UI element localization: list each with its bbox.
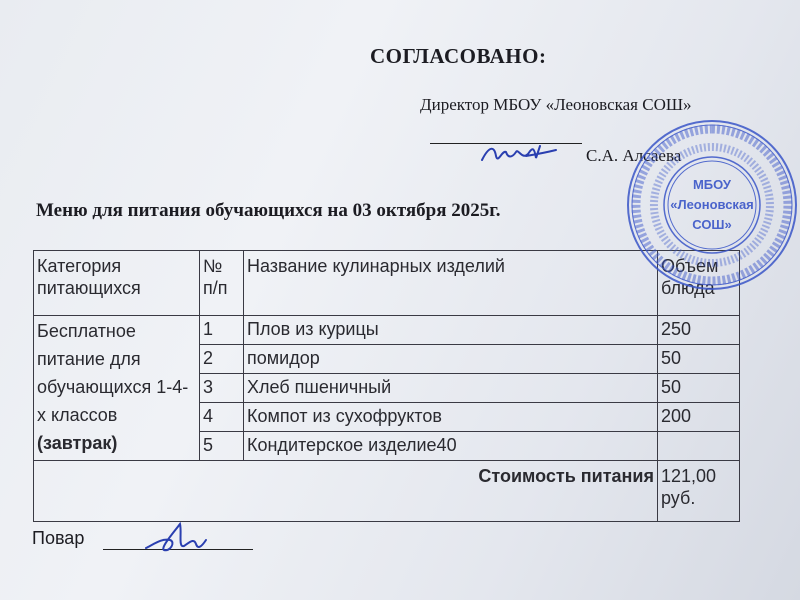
item-volume: 200 [658, 403, 740, 432]
column-header: Название кулинарных изделий [244, 251, 658, 316]
column-header: Объем блюда [658, 251, 740, 316]
cost-label: Стоимость питания [34, 461, 658, 522]
item-volume: 50 [658, 345, 740, 374]
item-volume [658, 432, 740, 461]
item-name: помидор [244, 345, 658, 374]
director-signature [478, 138, 558, 172]
item-number: 4 [200, 403, 244, 432]
school-stamp [624, 117, 800, 293]
item-number: 1 [200, 316, 244, 345]
category-cell [34, 316, 200, 461]
item-name: Компот из сухофруктов [244, 403, 658, 432]
cost-value: 121,00 руб. [658, 461, 740, 522]
stamp-line: СОШ» [692, 217, 732, 232]
item-name: Плов из курицы [244, 316, 658, 345]
item-number: 3 [200, 374, 244, 403]
item-name: Кондитерское изделие40 [244, 432, 658, 461]
stamp-line: «Леоновская [670, 197, 754, 212]
director-name: С.А. Алсаева [586, 146, 682, 165]
cook-signature [140, 518, 210, 562]
director-title: Директор МБОУ «Леоновская СОШ» [420, 95, 692, 114]
item-volume: 50 [658, 374, 740, 403]
category-text: Бесплатное питание для обучающихся 1-4-х классов [37, 321, 189, 425]
approval-heading: СОГЛАСОВАНО: [370, 44, 547, 68]
cook-label: Повар [32, 528, 85, 548]
item-number: 5 [200, 432, 244, 461]
stamp-line: МБОУ [692, 177, 732, 192]
column-header: № п/п [200, 251, 244, 316]
category-meal: (завтрак) [37, 433, 118, 453]
item-number: 2 [200, 345, 244, 374]
item-name: Хлеб пшеничный [244, 374, 658, 403]
cost-row [34, 461, 740, 522]
item-volume: 250 [658, 316, 740, 345]
table-row [34, 316, 740, 345]
column-header: Категория питающихся [34, 251, 200, 316]
menu-title: Меню для питания обучающихся на 03 октября 2025г. [36, 200, 501, 221]
